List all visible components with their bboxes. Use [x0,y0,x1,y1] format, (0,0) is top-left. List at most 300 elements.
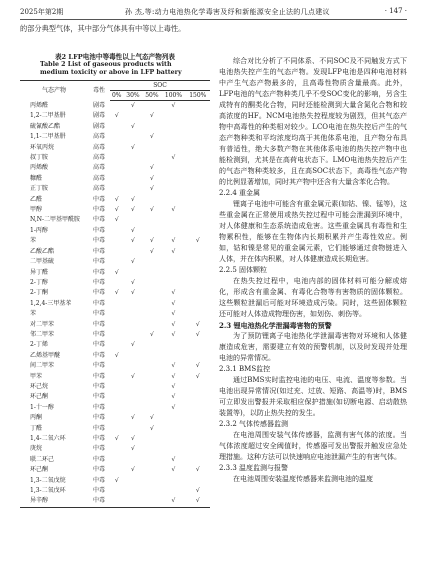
table-row [20,278,210,288]
table-row [20,288,210,298]
soc-empty-cell [124,299,143,309]
soc-empty-cell [186,143,210,153]
soc-check-mark: √ [171,382,176,390]
soc-empty-cell [186,455,210,465]
soc-empty-cell [124,132,143,142]
soc-empty-cell [124,184,143,194]
soc-empty-cell [110,257,124,267]
soc-check-mark: √ [131,435,135,442]
table-row [20,340,210,350]
soc-empty-cell [161,111,185,121]
soc-empty-cell [186,278,210,288]
gas-name-cell: 糠醛 [30,174,43,182]
soc-empty-cell [142,465,161,475]
soc-empty-cell [110,163,124,173]
soc-empty-cell [186,174,210,184]
soc-check-mark: √ [171,320,176,328]
subsection-heading: 2.3.1 BMS监控 [219,365,271,373]
gas-name-cell: 乙烯基甲醚 [30,351,61,359]
soc-empty-cell [161,195,185,205]
soc-empty-cell [142,309,161,319]
subsection-heading: 2.3.3 温度监测与报警 [219,464,289,472]
toxicity-cell: 中毒 [92,362,105,370]
soc-empty-cell [186,403,210,413]
toxicity-cell: 中毒 [92,341,105,349]
toxicity-cell: 中毒 [92,487,105,495]
running-header [20,7,407,19]
toxicity-cell: 中毒 [92,310,105,318]
toxicity-cell: 中毒 [92,445,105,453]
soc-check-mark: √ [131,237,135,245]
soc-check-mark: √ [171,455,176,463]
gas-name-cell: 2-丁酮 [30,289,48,297]
soc-empty-cell [110,184,124,194]
table-row [20,382,210,392]
soc-empty-cell [186,205,210,215]
toxicity-cell: 中毒 [92,226,105,234]
soc-check-mark: √ [114,268,119,276]
soc-empty-cell [124,268,143,278]
soc-level-header: 0% [111,92,122,99]
soc-check-mark: √ [114,476,119,484]
soc-empty-cell [124,455,143,465]
table-row [20,236,210,246]
soc-empty-cell [186,309,210,319]
soc-check-mark: √ [114,216,119,224]
soc-empty-cell [142,444,161,454]
soc-check-mark: √ [171,466,176,474]
soc-empty-cell [110,174,124,184]
table-caption-cn: 表2 LFP电池中等毒性以上气态产物列表 [54,53,176,61]
soc-check-mark: √ [131,289,135,297]
toxicity-cell: 高毒 [92,174,105,182]
soc-empty-cell [142,434,161,444]
table-row [20,455,210,465]
subsection-heading: 2.2.5 固体颗粒 [219,266,268,274]
soc-check-mark: √ [114,435,119,442]
gas-name-cell: 苯 [30,237,37,245]
gas-name-cell: 环己酮 [30,466,49,474]
soc-check-mark: √ [131,372,135,380]
soc-empty-cell [186,257,210,267]
gas-name-cell: 2-丁醇 [30,278,48,286]
soc-empty-cell [110,455,124,465]
soc-empty-cell [186,476,210,486]
gas-name-cell: 环己酮 [30,393,49,401]
body-paragraph: 综合对比分析了不同体系、不同SOC及不同触发方式下电池热失控产生的气态产物。发现LFP电池是四种电池材料中产生气态产物最多的，且高毒性物质含量最高。此外，LFP电池的气态产物种类几乎不受SOC变化的影响，另含生成特有的酮类化合物，同时还能检测到大量含氮化合物和较高浓度的HF。NCM电池热失控程度较为剧烈，但其气态产物中高毒性的种类相对较少。LCO电池在热失控后产生的气态产物种类和平均浓度均高于其他体系电池，且产物分布具有普适性，绝大多数产物在其他体系电池的热失控产物中也能检测到，尤其是在高荷电状态下。LMO电池热失控后产生的气态产物种类较多，且在高SOC状态下，高毒性气态产物的比例显著增加，同时其产物中还含有大量含苯化合物。 [219,57,407,186]
soc-empty-cell [142,278,161,288]
toxicity-cell: 中毒 [92,466,105,474]
soc-empty-cell [186,215,210,225]
soc-empty-cell [142,143,161,153]
soc-check-mark: √ [171,310,176,318]
header-rule [20,19,407,20]
soc-empty-cell [110,309,124,319]
soc-check-mark: √ [131,122,135,130]
soc-empty-cell [142,288,161,298]
subsection-heading: 2.3.2 气体传感器监测 [219,420,289,428]
table-row [20,486,210,496]
toxicity-cell: 中毒 [92,237,105,245]
table-row [20,392,210,402]
gas-name-cell: 对二甲苯 [30,320,55,328]
gas-name-cell: 甲苯 [30,372,43,380]
body-paragraph: 锂离子电池中可能含有重金属元素(如钴、镍、锰等)，这些重金属在正常使用或热失控过程中可能会泄漏到环境中，对人体健康和生态系统造成危害。这些重金属具有毒性和生物累积性，能够在生物体内长期积累并产生毒性效应。例如，钴和镍是常见的重金属元素，它们能够通过食物链进入人体，并在体内积累，对人体健康造成长期危害。 [219,200,407,263]
soc-empty-cell [142,101,161,112]
toxicity-cell: 中毒 [92,476,105,484]
gas-name-cell: 异辛醇 [20,496,88,507]
soc-empty-cell [110,372,124,382]
soc-check-mark: √ [114,206,119,214]
soc-check-mark: √ [149,112,154,120]
soc-empty-cell [124,496,143,507]
table-row [20,247,210,257]
toxicity-cell: 中毒 [92,320,105,328]
soc-empty-cell [110,122,124,132]
soc-empty-cell [110,444,124,454]
toxicity-cell: 剧毒 [92,101,105,109]
soc-check-mark: √ [149,164,154,172]
soc-check-mark: √ [171,237,176,245]
soc-empty-cell [110,143,124,153]
gas-name-cell: 丁醛 [30,424,43,432]
soc-empty-cell [142,403,161,413]
soc-empty-cell [186,299,210,309]
soc-empty-cell [161,268,185,278]
soc-empty-cell [124,486,143,496]
toxicity-cell: 剧毒 [92,112,105,120]
toxicity-cell: 高毒 [92,154,105,162]
soc-empty-cell [161,413,185,423]
soc-check-mark: √ [195,362,200,370]
toxicity-cell: 中毒 [92,424,105,432]
soc-check-mark: √ [171,372,176,380]
soc-empty-cell [110,465,124,475]
soc-check-mark: √ [114,351,119,359]
soc-empty-cell [110,361,124,371]
soc-empty-cell [186,132,210,142]
soc-empty-cell [124,403,143,413]
body-paragraph: 在热失控过程中，电池内部的固体材料可能分解或熔化，形成含有重金属、有毒化合物等有害物质的固体颗粒。这些颗粒泄漏后可能对环境造成污染。同时，这些固体颗粒还可能对人体造成物理伤害，如划伤、刺伤等。 [219,277,407,318]
soc-empty-cell [124,111,143,121]
soc-empty-cell [124,320,143,330]
gas-name-cell: 庚烷 [30,445,43,453]
gas-name-cell: 环氧丙烷 [30,143,55,151]
gas-name-cell: 间二甲苯 [30,362,55,370]
soc-check-mark: √ [114,195,119,203]
soc-check-mark: √ [171,154,176,162]
table-row [20,309,210,319]
soc-check-mark: √ [131,195,135,203]
soc-empty-cell [161,476,185,486]
soc-empty-cell [110,320,124,330]
soc-empty-cell [161,424,185,434]
soc-empty-cell [142,361,161,371]
toxicity-cell: 中毒 [92,393,105,401]
soc-empty-cell [161,132,185,142]
soc-empty-cell [124,174,143,184]
toxicity-cell: 中毒 [92,382,105,390]
soc-empty-cell [186,288,210,298]
issue-label: 2025年第2期 [20,8,64,16]
soc-check-mark: √ [131,102,135,109]
gas-name-cell: 丙烯酸 [30,164,49,172]
soc-empty-cell [124,476,143,486]
soc-check-mark: √ [131,143,135,151]
gas-name-cell: 1,1-二甲基肼 [30,133,66,141]
toxicity-cell: 中毒 [92,206,105,214]
gas-name-cell: 正丁胺 [30,185,49,193]
soc-check-mark: √ [195,487,200,495]
gas-name-cell: 1,3-二氧戊环 [30,487,66,495]
soc-check-mark: √ [131,258,135,266]
table-row [20,403,210,413]
table-row [20,143,210,153]
soc-empty-cell [142,340,161,350]
table-row [20,163,210,173]
gas-name-cell: 苯 [30,310,37,318]
soc-empty-cell [110,330,124,340]
soc-empty-cell [110,413,124,423]
soc-empty-cell [110,153,124,163]
soc-empty-cell [110,392,124,402]
soc-empty-cell [161,163,185,173]
table-row [20,413,210,423]
soc-check-mark: √ [149,237,154,245]
soc-empty-cell [161,351,185,361]
soc-check-mark: √ [171,289,176,297]
soc-empty-cell [124,215,143,225]
soc-level-header: 30% [124,91,143,101]
soc-empty-cell [161,278,185,288]
soc-empty-cell [186,226,210,236]
table-row [20,372,210,382]
soc-empty-cell [110,278,124,288]
soc-check-mark: √ [195,372,200,380]
soc-check-mark: √ [171,393,176,401]
soc-empty-cell [110,424,124,434]
gas-name-cell: 1,2,4-三甲基苯 [30,299,72,307]
soc-empty-cell [110,226,124,236]
toxicity-cell: 中毒 [92,268,105,276]
soc-empty-cell [124,309,143,319]
soc-empty-cell [142,392,161,402]
soc-check-mark: √ [171,102,176,109]
soc-check-mark: √ [131,414,135,422]
toxicity-cell: 高毒 [92,185,105,193]
toxicity-cell: 中毒 [92,330,105,338]
soc-empty-cell [110,496,124,507]
gas-name-cell: 异丁醛 [30,268,49,276]
table-caption-en: Table 2 List of gaseous products with medium toxicity or above in LFP battery [40,61,182,76]
gas-name-cell: 2-丁烯 [30,341,48,349]
toxicity-cell: 高毒 [92,143,105,151]
soc-empty-cell [161,444,185,454]
table-row [20,496,210,507]
soc-check-mark: √ [149,424,154,432]
soc-empty-cell [142,486,161,496]
soc-empty-cell [142,372,161,382]
soc-empty-cell [186,392,210,402]
table-row [20,361,210,371]
table-row [20,215,210,225]
table-row [20,122,210,132]
soc-empty-cell [124,247,143,257]
running-title: 孙 杰,等:动力电池热化学毒害及纾和新能源安全止法的几点建议 [125,8,330,16]
table-row [20,132,210,142]
soc-check-mark: √ [149,133,154,141]
section-heading: 2.3 锂电池热化学泄漏毒害物的预警 [219,321,332,330]
col-header-soc: SOC [110,81,210,91]
soc-empty-cell [142,351,161,361]
soc-empty-cell [186,247,210,257]
toxicity-cell: 中毒 [92,299,105,307]
soc-empty-cell [124,163,143,173]
table-row [20,320,210,330]
soc-level-header: 50% [142,91,161,101]
soc-empty-cell [186,184,210,194]
soc-check-mark: √ [195,320,200,328]
gas-name-cell: 丙酮 [30,414,43,422]
soc-empty-cell [110,340,124,350]
soc-empty-cell [124,382,143,392]
body-paragraph: 为了预防锂离子电池热化学泄漏毒害物对环境和人体健康造成危害，需要建立有效的预警机制，以及时发现并处理电池的异常情况。 [219,332,407,362]
toxicity-cell: 高毒 [92,133,105,141]
soc-empty-cell [186,340,210,350]
table-row [20,153,210,163]
soc-empty-cell [186,413,210,423]
soc-empty-cell [110,403,124,413]
table-body [20,101,210,508]
gas-name-cell: 1-十一醇 [30,403,54,411]
soc-empty-cell [161,122,185,132]
toxicity-cell: 中毒 [88,496,110,507]
toxicity-cell: 中毒 [92,435,105,442]
soc-empty-cell [110,236,124,246]
soc-check-mark: √ [149,185,154,193]
soc-empty-cell [186,195,210,205]
soc-check-mark: √ [149,247,154,255]
soc-empty-cell [142,215,161,225]
soc-empty-cell [110,486,124,496]
toxicity-cell: 中毒 [92,258,105,266]
soc-empty-cell [142,226,161,236]
soc-empty-cell [161,143,185,153]
table-row [20,257,210,267]
soc-check-mark: √ [195,466,200,474]
soc-empty-cell [161,257,185,267]
soc-empty-cell [142,496,161,507]
soc-empty-cell [186,382,210,392]
soc-level-header: 150% [186,91,210,101]
soc-empty-cell [186,163,210,173]
toxicity-cell: 中毒 [92,414,105,422]
soc-check-mark: √ [186,496,210,507]
soc-empty-cell [142,382,161,392]
table-row [20,174,210,184]
table-row [20,205,210,215]
soc-empty-cell [142,320,161,330]
table-row [20,444,210,454]
soc-empty-cell [142,268,161,278]
toxicity-cell: 剧毒 [92,122,105,130]
gas-name-cell: N,N-二甲基甲酰胺 [30,216,81,224]
soc-empty-cell [110,299,124,309]
table-row [20,268,210,278]
col-header-toxicity: 毒性 [88,81,110,101]
soc-check-mark: √ [131,206,135,214]
soc-empty-cell [124,424,143,434]
soc-empty-cell [161,226,185,236]
soc-check-mark: √ [149,414,154,422]
body-paragraph: 在电池周围安装温度传感器来监测电池的温度 [233,475,373,483]
soc-empty-cell [142,476,161,486]
soc-check-mark: √ [171,362,176,370]
soc-empty-cell [124,351,143,361]
soc-empty-cell [186,424,210,434]
gas-toxicity-table [20,80,210,508]
table-row [20,434,210,444]
soc-empty-cell [186,444,210,454]
soc-check-mark: √ [149,174,154,182]
soc-check-mark: √ [171,299,176,307]
table-row [20,226,210,236]
gas-name-cell: 乙醛 [30,195,43,203]
soc-check-mark: √ [114,289,119,297]
gas-name-cell: 硫氰酸乙酯 [30,122,61,130]
page-number: · 147 · [384,7,407,15]
soc-empty-cell [124,392,143,402]
soc-empty-cell [142,455,161,465]
body-paragraph: 通过BMS实时监控电池的电压、电流、温度等参数。当电池出现异常情况(如过充、过放、短路、高温等)时，BMS可立即发出警报并采取相应保护措施(如切断电源、启动散热装置等)，以防止热失控的发生。 [219,376,407,417]
soc-check-mark: √ [161,496,185,507]
table-row [20,476,210,486]
soc-check-mark: √ [149,206,154,214]
soc-empty-cell [186,153,210,163]
toxicity-cell: 中毒 [92,247,105,255]
gas-name-cell: 1,4-二氧六环 [30,435,66,442]
toxicity-cell: 中毒 [92,289,105,297]
col-header-gas: 气态产物 [20,81,88,101]
soc-check-mark: √ [114,112,119,120]
gas-name-cell: 邻二甲苯 [30,330,55,338]
gas-name-cell: 环己烷 [30,382,49,390]
soc-empty-cell [110,247,124,257]
soc-empty-cell [110,132,124,142]
toxicity-cell: 中毒 [92,372,105,380]
toxicity-cell: 高毒 [92,164,105,172]
gas-name-cell: 甲醇 [30,206,43,214]
soc-empty-cell [124,361,143,371]
table-row [20,424,210,434]
soc-check-mark: √ [195,330,200,338]
soc-empty-cell [186,351,210,361]
toxicity-cell: 中毒 [92,403,105,411]
subsection-heading: 2.2.4 重金属 [219,189,261,197]
soc-empty-cell [110,101,124,112]
gas-name-cell: 1,2-二甲基肼 [30,112,66,120]
soc-check-mark: √ [131,226,135,234]
gas-name-cell: 1-丙醇 [30,226,48,234]
gas-name-cell: 二甲基硫 [30,258,55,266]
soc-check-mark: √ [149,330,154,338]
soc-check-mark: √ [131,278,135,286]
soc-empty-cell [161,340,185,350]
soc-empty-cell [142,153,161,163]
soc-check-mark: √ [171,206,176,214]
intro-paragraph: 的部分典型气体，其中部分气体具有中等以上毒性。 [20,24,186,33]
soc-empty-cell [186,434,210,444]
